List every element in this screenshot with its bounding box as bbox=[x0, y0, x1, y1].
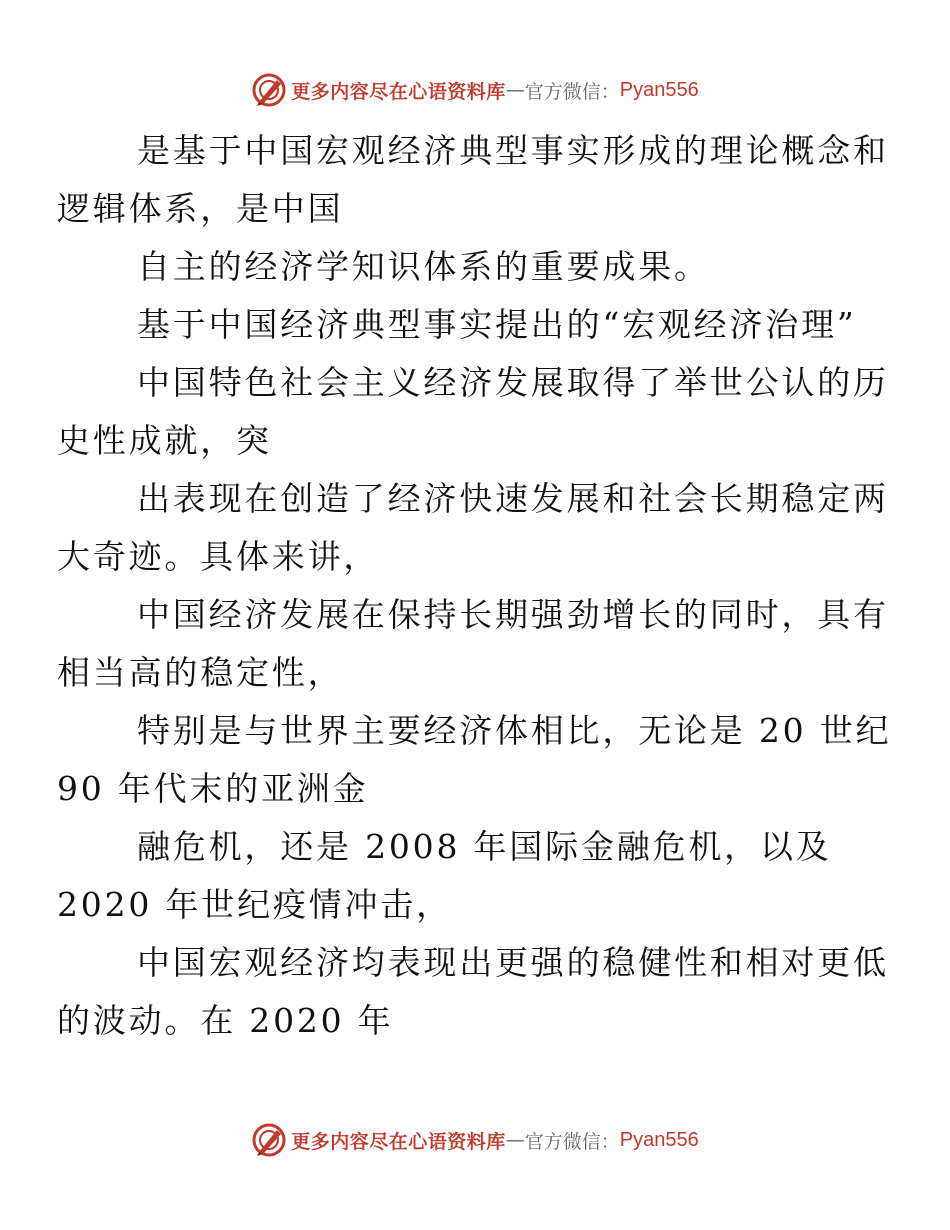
paragraph bbox=[57, 934, 889, 1050]
banner-wechat-label: 官方微信： bbox=[524, 80, 620, 103]
pen-logo-icon bbox=[251, 72, 287, 108]
paragraph bbox=[97, 238, 857, 296]
text-line: 史性成就，突 bbox=[57, 421, 272, 460]
text-line: 自主的经济学知识体系的重要成果。 bbox=[137, 247, 710, 286]
banner-wechat-label: 官方微信： bbox=[524, 1130, 620, 1153]
paragraph bbox=[57, 470, 889, 586]
banner-separator: — bbox=[505, 79, 525, 101]
text-line: 是基于中国宏观经济典型事实形成的理论概念和 bbox=[137, 131, 889, 170]
paragraph bbox=[57, 354, 889, 470]
banner-wechat-id: Pyan556 bbox=[619, 1128, 699, 1151]
text-line: 特别是与世界主要经济体相比，无论是 20 世纪 bbox=[137, 711, 892, 750]
text-line: 相当高的稳定性， bbox=[57, 653, 344, 692]
pen-logo-icon bbox=[251, 1122, 287, 1158]
text-line: 中国经济发展在保持长期强劲增长的同时，具有 bbox=[137, 595, 889, 634]
text-line: 融危机，还是 2008 年国际金融危机，以及 bbox=[137, 827, 832, 866]
text-line: 中国特色社会主义经济发展取得了举世公认的历 bbox=[137, 363, 889, 402]
document-body bbox=[57, 122, 892, 1050]
paragraph bbox=[57, 586, 889, 702]
footer-banner bbox=[0, 1120, 950, 1160]
text-line: 逻辑体系，是中国 bbox=[57, 189, 344, 228]
text-line: 的波动。在 2020 年 bbox=[57, 1001, 394, 1040]
text-line: 中国宏观经济均表现出更强的稳健性和相对更低 bbox=[137, 943, 889, 982]
header-banner bbox=[0, 70, 950, 110]
text-line: 2020 年世纪疫情冲击， bbox=[57, 885, 452, 924]
banner-title: 更多内容尽在心语资料库 bbox=[291, 1130, 506, 1153]
paragraph bbox=[57, 122, 889, 238]
text-line: 90 年代末的亚洲金 bbox=[57, 769, 369, 808]
paragraph bbox=[97, 296, 857, 354]
text-line: 基于中国经济典型事实提出的“宏观经济治理” bbox=[137, 305, 857, 344]
paragraph bbox=[57, 818, 857, 934]
paragraph bbox=[57, 702, 892, 818]
banner-wechat-id: Pyan556 bbox=[619, 78, 699, 101]
text-line: 出表现在创造了经济快速发展和社会长期稳定两 bbox=[137, 479, 889, 518]
banner-separator: — bbox=[505, 1129, 525, 1151]
banner-title: 更多内容尽在心语资料库 bbox=[291, 80, 506, 103]
text-line: 大奇迹。具体来讲， bbox=[57, 537, 380, 576]
